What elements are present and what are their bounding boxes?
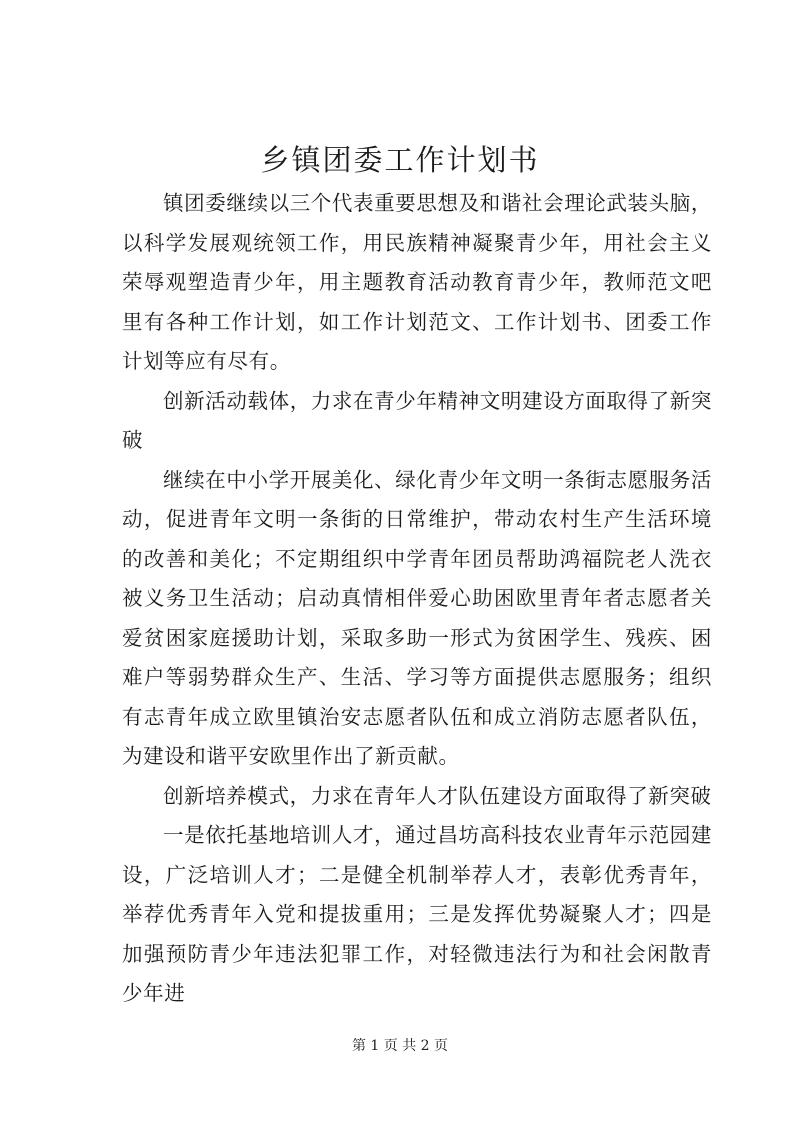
document-title: 乡镇团委工作计划书	[260, 143, 540, 177]
paragraph-activities: 继续在中小学开展美化、绿化青少年文明一条街志愿服务活动，促进青年文明一条街的日常维护，带动农村生产生活环境的改善和美化；不定期组织中学青年团员帮助鸿福院老人洗衣被义务卫生活动；启动真情相伴爱心助困欧里青年者志愿者关爱贫困家庭援助计划，采取多助一形式为贫困学生、残疾、困难户等弱势群众生产、生活、学习等方面提供志愿服务；组织有志青年成立欧里镇治安志愿者队伍和成立消防志愿者队伍，为建设和谐平安欧里作出了新贡献。	[122, 467, 712, 768]
paragraph-heading-activities: 创新活动载体，力求在青少年精神文明建设方面取得了新突破	[122, 388, 712, 452]
paragraph-intro: 镇团委继续以三个代表重要思想及和谐社会理论武装头脑，以科学发展观统领工作，用民族精神凝聚青少年，用社会主义荣辱观塑造青少年，用主题教育活动教育青少年，教师范文吧里有各种工作计划，如工作计划范文、工作计划书、团委工作计划等应有尽有。	[122, 191, 712, 373]
document-body	[122, 184, 712, 1014]
paragraph-heading-talent: 创新培养模式，力求在青年人才队伍建设方面取得了新突破	[163, 783, 712, 808]
paragraph-talent: 一是依托基地培训人才，通过昌坊高科技农业青年示范园建设，广泛培训人才；二是健全机制举荐人才，表彰优秀青年，举荐优秀青年入党和提拔重用；三是发挥优势凝聚人才；四是加强预防青少年违法犯罪工作，对轻微违法行为和社会闲散青少年进	[122, 823, 712, 1005]
page-footer: 第 1 页 共 2 页	[351, 1038, 449, 1054]
